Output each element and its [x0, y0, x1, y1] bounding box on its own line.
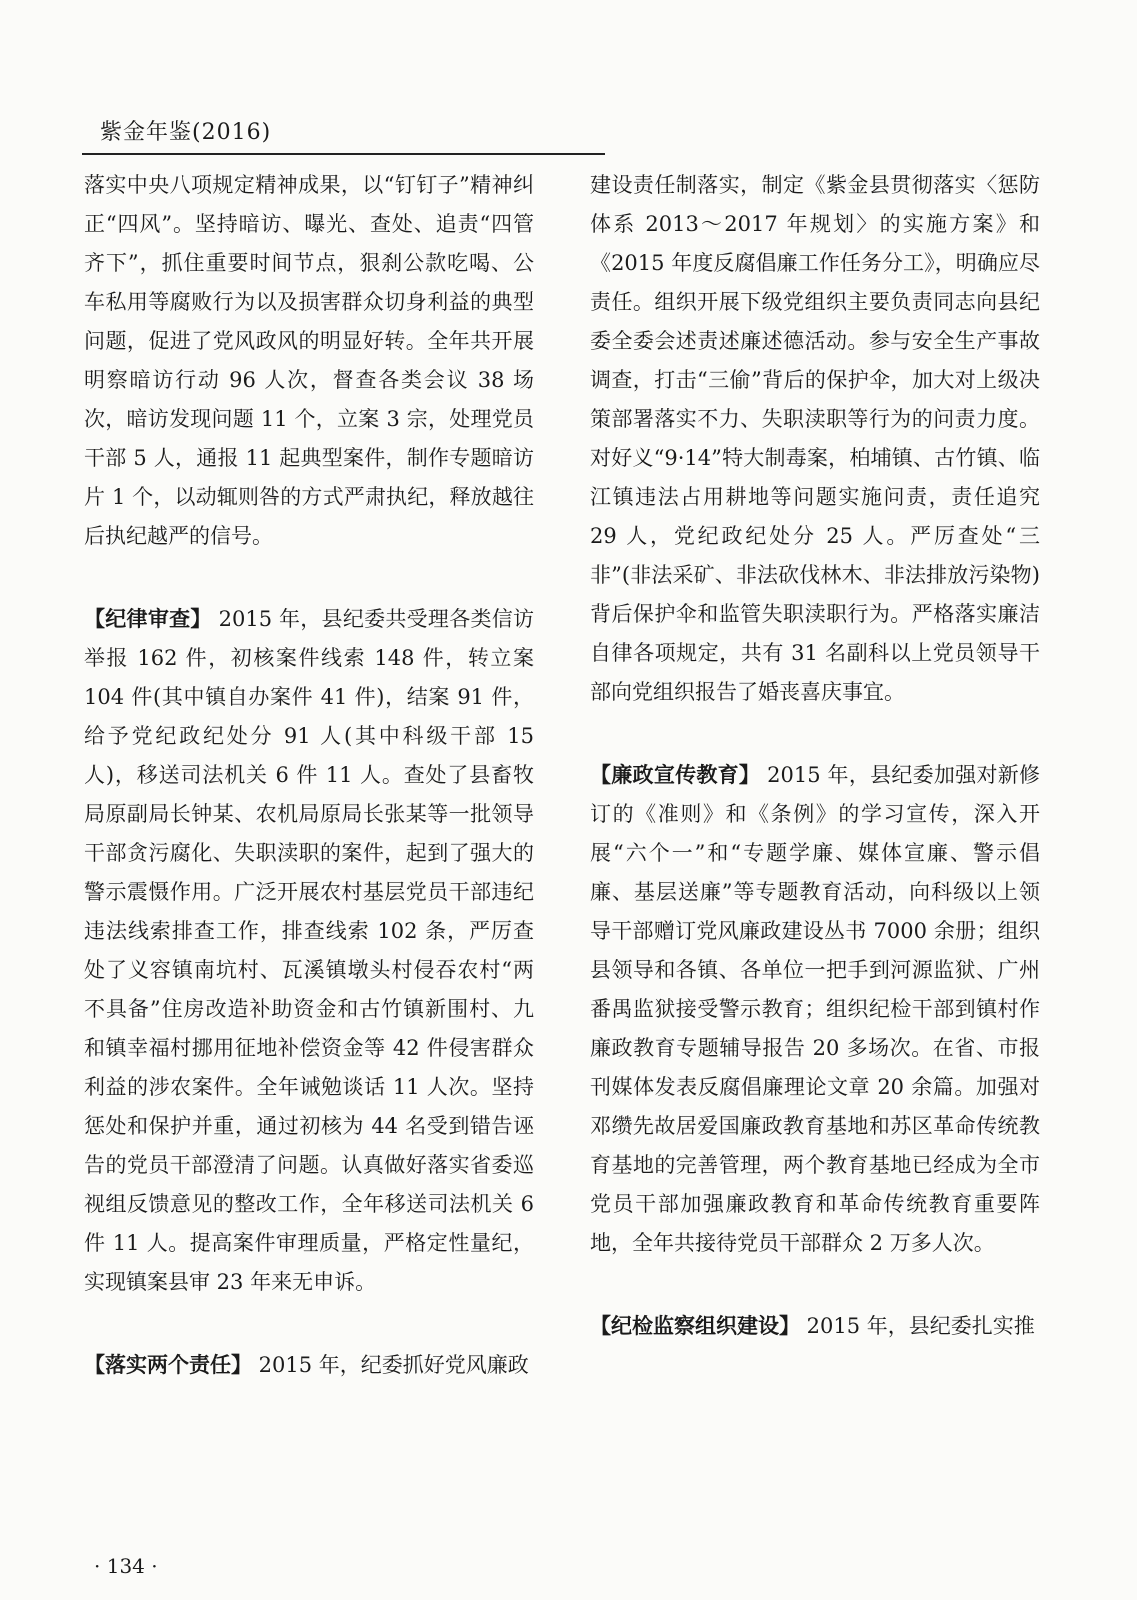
section-heading: 【廉政宣传教育】 — [590, 763, 761, 787]
section-heading: 【纪检监察组织建设】 — [590, 1314, 800, 1338]
section-body: 2015 年，县纪委扎实推 — [800, 1314, 1035, 1338]
paragraph-continuation: 建设责任制落实，制定《紫金县贯彻落实〈惩防体系 2013～2017 年规划〉的实施方案》和《2015 年度反腐倡廉工作任务分工》，明确应尽责任。组织开展下级党组织主要负责同志向县纪委全委会述责述廉述德活动。参与安全生产事故调查，打击“三偷”背后的保护伞，加大对上级决策部署落实不力、失职渎职等行为的问责力度。对好义“9·14”特大制毒案，柏埔镇、古竹镇、临江镇违法占用耕地等问题实施问责，责任追究 29 人，党纪政纪处分 25 人。严厉查处“三非”(非法采矿、非法砍伐林木、非法排放污染物)背后保护伞和监管失职渎职行为。严格落实廉洁自律各项规定，共有 31 名副科以上党员领导干部向党组织报告了婚丧喜庆事宜。 — [590, 173, 1040, 704]
section-body: 2015 年，纪委抓好党风廉政 — [252, 1353, 529, 1377]
section-organization-building — [590, 1307, 1040, 1346]
section-integrity-education — [590, 756, 1040, 1263]
section-discipline-review — [84, 600, 534, 1302]
page-number: · 134 · — [94, 1554, 158, 1578]
section-two-responsibilities — [84, 1346, 534, 1385]
right-column — [590, 166, 1040, 1346]
section-heading: 【纪律审查】 — [84, 607, 212, 631]
section-body: 2015 年，县纪委共受理各类信访举报 162 件，初核案件线索 148 件，转立案 104 件(其中镇自办案件 41 件)，结案 91 件，给予党纪政纪处分 91 人(其中科级干部 15 人)，移送司法机关 6 件 11 人。查处了县畜牧局原副局长钟某、农机局原局长张某等一批领导干部贪污腐化、失职渎职的案件，起到了强大的警示震慑作用。广泛开展农村基层党员干部违纪违法线索排查工作，排查线索 102 条，严厉查处了义容镇南坑村、瓦溪镇墩头村侵吞农村“两不具备”住房改造补助资金和古竹镇新围村、九和镇幸福村挪用征地补偿资金等 42 件侵害群众利益的涉农案件。全年诫勉谈话 11 人次。坚持惩处和保护并重，通过初核为 44 名受到错告诬告的党员干部澄清了问题。认真做好落实省委巡视组反馈意见的整改工作，全年移送司法机关 6 件 11 人。提高案件审理质量，严格定性量纪，实现镇案县审 23 年来无申诉。 — [84, 607, 535, 1294]
paragraph-continuation: 落实中央八项规定精神成果，以“钉钉子”精神纠正“四风”。坚持暗访、曝光、查处、追责“四管齐下”，抓住重要时间节点，狠刹公款吃喝、公车私用等腐败行为以及损害群众切身利益的典型问题，促进了党风政风的明显好转。全年共开展明察暗访行动 96 人次，督查各类会议 38 场次，暗访发现问题 11 个，立案 3 宗，处理党员干部 5 人，通报 11 起典型案件，制作专题暗访片 1 个，以动辄则咎的方式严肃执纪，释放越往后执纪越严的信号。 — [84, 173, 534, 548]
section-body: 2015 年，县纪委加强对新修订的《准则》和《条例》的学习宣传，深入开展“六个一”和“专题学廉、媒体宣廉、警示倡廉、基层送廉”等专题教育活动，向科级以上领导干部赠订党风廉政建设丛书 7000 余册；组织县领导和各镇、各单位一把手到河源监狱、广州番禺监狱接受警示教育；组织纪检干部到镇村作廉政教育专题辅导报告 20 多场次。在省、市报刊媒体发表反腐倡廉理论文章 20 余篇。加强对邓缵先故居爱国廉政教育基地和苏区革命传统教育基地的完善管理，两个教育基地已经成为全市党员干部加强廉政教育和革命传统教育重要阵地，全年共接待党员干部群众 2 万多人次。 — [590, 763, 1041, 1255]
left-column — [84, 166, 534, 1385]
section-heading: 【落实两个责任】 — [84, 1353, 252, 1377]
running-header: 紫金年鉴(2016) — [100, 120, 272, 145]
header-rule — [82, 153, 605, 155]
